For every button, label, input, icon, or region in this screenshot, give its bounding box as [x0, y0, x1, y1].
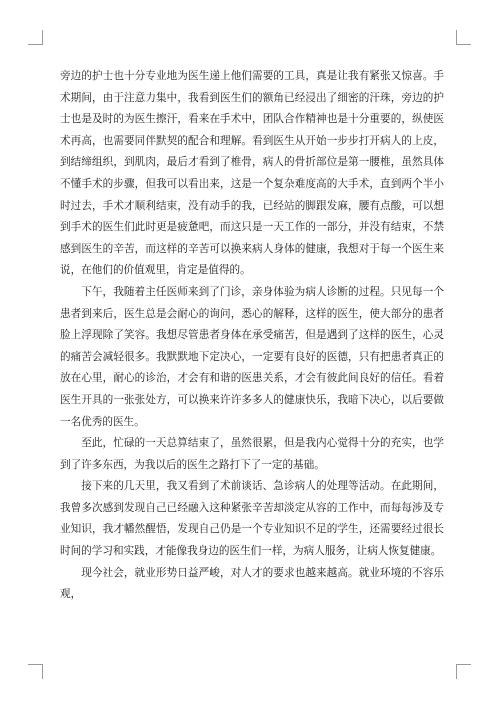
paragraph-2: 下午，我随着主任医师来到了门诊，亲身体验为病人诊断的过程。只见每一个患者到来后，医生总是会耐心的询问，悉心的解释，这样的医生，使大部分的患者脸上浮现除了笑容。我想尽管患者身体在承受痛苦，但是遇到了这样的医生，心灵的痛苦会减轻很多。我默默地下定决心，一定要有良好的医德，只有把患者真正的放在心里，耐心的诊治，才会有和谐的医患关系，才会有彼此间良好的信任。看着医生开具的一张张处方，可以换来许许多多人的健康快乐，我暗下决心，以后要做一名优秀的医生。 — [60, 285, 444, 428]
crop-mark-bottom-right — [456, 664, 471, 679]
paragraph-5: 现今社会，就业形势日益严峻，对人才的要求也越来越高。就业环境的不容乐观， — [60, 566, 444, 601]
paragraph-3: 至此，忙碌的一天总算结束了，虽然很累，但是我内心觉得十分的充实，也学到了许多东西，为我以后的医生之路打下了一定的基础。 — [60, 437, 444, 471]
document-body — [60, 66, 444, 606]
crop-mark-top-right — [456, 30, 471, 45]
paragraph-1: 旁边的护士也十分专业地为医生递上他们需要的工具，真是让我有紧张又惊喜。手术期间，由于注意力集中，我看到医生们的额角已经浸出了细密的汗珠，旁边的护士也是及时的为医生擦汗，看来在手术中，团队合作精神也是十分重要的，纵使医术再高，也需要同伴默契的配合和理解。看到医生从开始一步步打开病人的上皮，到结缔组织，到肌肉，最后才看到了椎骨，病人的骨折部位是第一腰椎，虽然具体不懂手术的步骤，但我可以看出来，这是一个复杂难度高的大手术，直到两个半小时过去，手术才顺利结束，没有动手的我，已经站的脚跟发麻，腰有点酸，可以想到手术的医生们此时更是疲惫吧，而这只是一天工作的一部分，并没有结束，不禁感到医生的辛苦，而这样的辛苦可以换来病人身体的健康，我想对于每一个医生来说，在他们的价值观里，肯定是值得的。 — [60, 70, 444, 277]
crop-mark-bottom-left — [28, 664, 43, 679]
paragraph-4: 接下来的几天里，我又看到了术前谈话、急诊病人的处理等活动。在此期间，我曾多次感到发现自己已经融入这种紧张辛苦却淡定从容的工作中，而每每涉及专业知识，我才幡然醒悟，发现自己仍是一个专业知识不足的学生，还需要经过很长时间的学习和实践，才能像我身边的医生们一样，为病人服务，让病人恢复健康。 — [60, 480, 444, 558]
crop-mark-top-left — [28, 30, 43, 45]
